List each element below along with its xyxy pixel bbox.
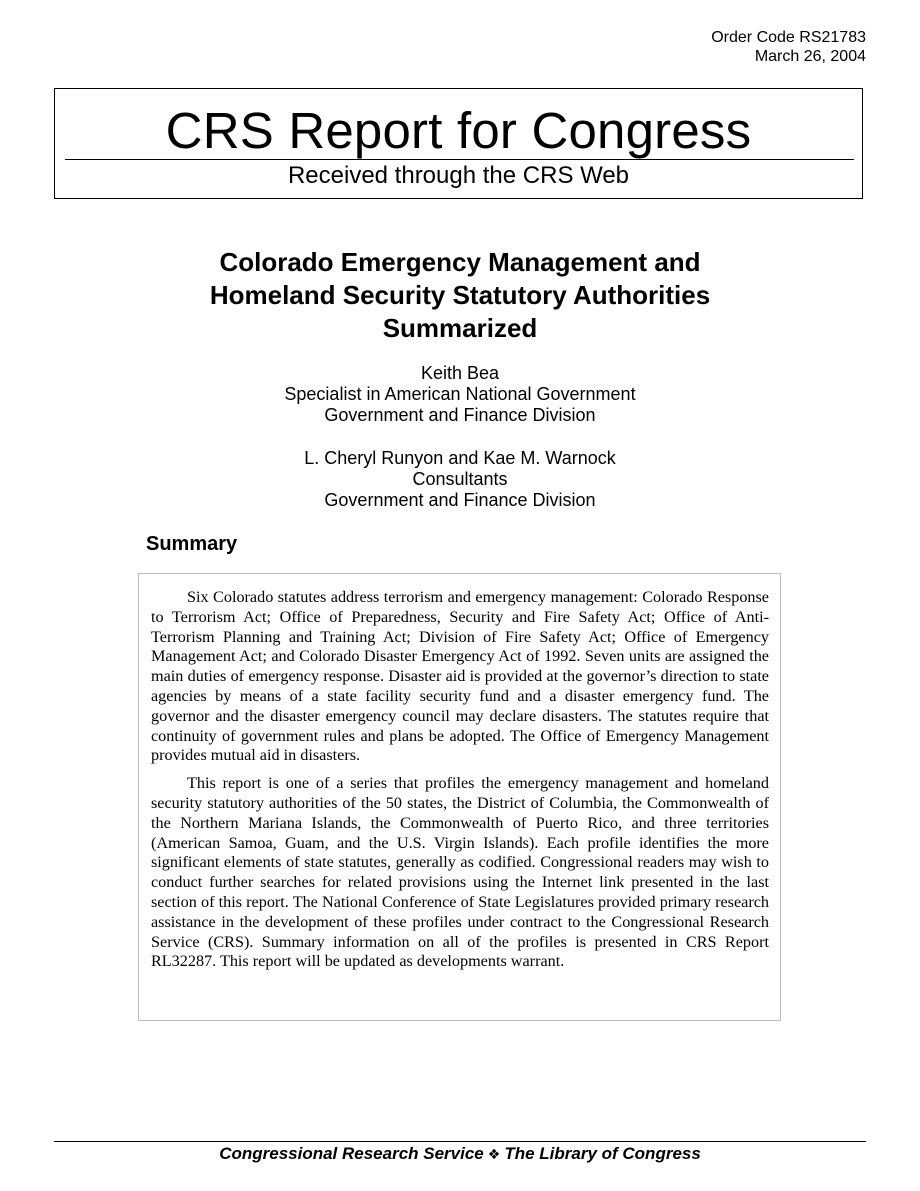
summary-heading: Summary [146,533,238,555]
order-date: March 26, 2004 [754,48,866,65]
author-division: Government and Finance Division [324,490,596,510]
author-name: Keith Bea [420,363,500,383]
author-division: Government and Finance Division [324,405,596,425]
order-code: Order Code RS21783 [711,29,866,46]
author-block-2 [160,448,760,511]
document-title-line: Colorado Emergency Management and [219,247,701,277]
summary-paragraph: This report is one of a series that profiles the emergency management and homeland security statutory authorities of the 50 states, the District of Columbia, the Commonwealth of the Northern Mariana Islands, the Commonwealth of Puerto Rico, and three territories (American Samoa, Guam, and the U.S. Virgin Islands). Each profile identifies the more significant elements of state statutes, generally as codified. Congressional readers may wish to conduct further searches for related provisions using the Internet link presented in the last section of this report. The National Conference of State Legislatures provided primary research assistance in the development of these profiles under contract to the Congressional Research Service (CRS). Summary information on all of the profiles is presented in CRS Report RL32287. This report will be updated as developments warrant. [151,774,769,971]
document-title-line: Summarized [382,313,538,343]
summary-paragraph: Six Colorado statutes address terrorism and emergency management: Colorado Response to Terrorism Act; Office of Preparedness, Security and Fire Safety Act; Office of Anti-Terrorism Planning and Training Act; Division of Fire Safety Act; Office of Emergency Management Act; and Colorado Disaster Emergency Act of 1992. Seven units are assigned the main duties of emergency response. Disaster aid is provided at the governor’s direction to state agencies by means of a state facility security fund and a disaster emergency fund. The governor and the disaster emergency council may declare disasters. The statutes require that continuity of government rules and plans be adopted. The Office of Emergency Management provides mutual aid in disasters. [151,588,769,765]
report-header-box [54,88,863,199]
diamond-separator-icon: ❖ [487,1147,501,1163]
report-header-subtitle: Received through the CRS Web [287,162,630,189]
footer-right-text: The Library of Congress [504,1144,701,1163]
document-title [100,246,820,345]
footer-left-text: Congressional Research Service [219,1144,484,1163]
author-name: L. Cheryl Runyon and Kae M. Warnock [304,448,616,468]
footer-divider [54,1141,866,1142]
summary-box [138,573,781,1021]
footer [0,1144,920,1165]
order-info [711,28,866,66]
author-position: Consultants [412,469,508,489]
document-title-line: Homeland Security Statutory Authorities [209,280,711,310]
author-block-1 [160,363,760,426]
report-header-title: CRS Report for Congress [165,102,752,159]
header-divider [65,159,854,160]
author-position: Specialist in American National Government [284,384,636,404]
